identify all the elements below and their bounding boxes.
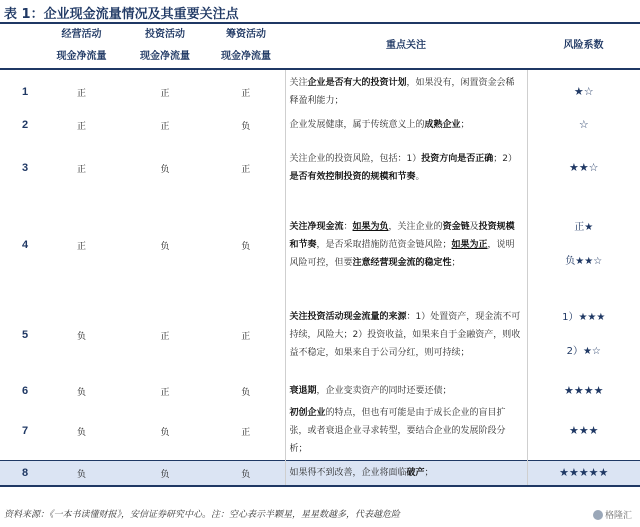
- focus-cell: [285, 402, 527, 461]
- risk-rating: ★★★: [568, 424, 599, 437]
- risk-cell: [527, 200, 640, 290]
- focus-emphasis: 破产: [406, 468, 425, 478]
- focus-cell: [285, 200, 527, 290]
- row-number: 6: [22, 385, 29, 397]
- focus-emphasis: 投资规模和节奏: [289, 222, 515, 250]
- focus-cell: [285, 461, 527, 487]
- table-body: [0, 69, 640, 486]
- operating-cell: 正: [76, 121, 86, 132]
- risk-rating: ★★★★: [564, 384, 604, 397]
- watermark-text: 格隆汇: [604, 511, 632, 521]
- table-row: [0, 136, 640, 200]
- focus-text: 。: [415, 172, 425, 182]
- financing-cell: 负: [241, 241, 251, 252]
- header-focus: 重点关注: [386, 40, 426, 51]
- focus-cell: [285, 136, 527, 200]
- investing-cell: 负: [160, 164, 170, 175]
- focus-cell: [285, 69, 527, 114]
- risk-rating: 负★★☆: [565, 256, 603, 267]
- investing-cell: 正: [160, 88, 170, 99]
- row-number: 4: [22, 239, 29, 251]
- row-number: 3: [22, 162, 29, 174]
- cash-flow-table: [0, 24, 640, 487]
- focus-cell: [285, 380, 527, 402]
- header-financing: [207, 24, 285, 69]
- focus-text: ；: [451, 258, 461, 268]
- row-number: 7: [22, 425, 29, 437]
- table-row: [0, 69, 640, 114]
- focus-text: ；: [460, 120, 470, 130]
- focus-text: ，如果没有，闲置资金会稀释盈利能力；: [289, 78, 515, 106]
- header-operating-line1: 经营活动: [61, 29, 102, 40]
- focus-emphasis: 关注投资活动现金流量的来源: [289, 312, 407, 322]
- header-investing: [123, 24, 207, 69]
- header-operating-line2: 现金净流量: [56, 51, 107, 62]
- operating-cell: 负: [76, 331, 86, 342]
- risk-cell: [527, 461, 640, 487]
- financing-cell: 正: [241, 88, 251, 99]
- financing-cell: 负: [207, 461, 285, 487]
- brand-logo-icon: [593, 510, 603, 520]
- row-number: 5: [22, 329, 29, 341]
- row-number: 1: [22, 86, 29, 98]
- focus-text: ，说明风险可控，但要: [289, 240, 515, 268]
- focus-emphasis: 投资方向是否正确: [421, 154, 494, 164]
- risk-cell: [527, 136, 640, 200]
- focus-text: ，企业变卖资产的同时还要还债；: [316, 386, 452, 396]
- focus-text: ：: [343, 222, 353, 232]
- investing-cell: 正: [160, 121, 170, 132]
- row-number: 2: [22, 119, 29, 131]
- investing-cell: 负: [160, 427, 170, 438]
- investing-cell: 正: [160, 331, 170, 342]
- risk-rating: ★★☆: [568, 161, 599, 174]
- risk-rating: 正★: [574, 222, 594, 233]
- operating-cell: 正: [76, 164, 86, 175]
- table-row: [0, 380, 640, 402]
- financing-cell: 正: [241, 331, 251, 342]
- risk-rating: 1）★★★: [562, 312, 606, 323]
- focus-underline: 如果为负: [352, 222, 389, 232]
- header-no: [0, 24, 40, 69]
- focus-emphasis: 资金链: [442, 222, 470, 232]
- focus-text: 的特点，但也有可能是由于成长企业的盲目扩张，或者衰退企业寻求转型，要结合企业的发展阶段分析；: [289, 408, 506, 454]
- focus-text: 如果得不到改善，企业将面临: [289, 468, 407, 478]
- header-financing-line2: 现金净流量: [221, 51, 271, 62]
- operating-cell: 负: [76, 427, 86, 438]
- operating-cell: 负: [40, 461, 123, 487]
- financing-cell: 负: [241, 387, 251, 398]
- header-investing-line1: 投资活动: [145, 29, 185, 40]
- watermark: [593, 508, 632, 521]
- financing-cell: 负: [241, 121, 251, 132]
- risk-cell: [527, 290, 640, 380]
- table-row-highlighted: [0, 461, 640, 487]
- header-financing-line1: 筹资活动: [226, 29, 266, 40]
- focus-text: ；: [424, 468, 434, 478]
- operating-cell: 正: [76, 88, 86, 99]
- investing-cell: 负: [123, 461, 207, 487]
- header-risk: 风险系数: [563, 40, 604, 51]
- focus-text: ，是否采取措施防范资金链风险；: [316, 240, 452, 250]
- operating-cell: 负: [76, 387, 86, 398]
- focus-emphasis: 企业是否有大的投资计划: [307, 78, 407, 88]
- table-row: [0, 402, 640, 461]
- focus-text: ；2）: [493, 154, 517, 164]
- table-row: [0, 200, 640, 290]
- financing-cell: 正: [241, 164, 251, 175]
- operating-cell: 正: [76, 241, 86, 252]
- focus-emphasis: 衰退期: [289, 386, 317, 396]
- focus-emphasis: 注意经营现金流的稳定性: [352, 258, 452, 268]
- focus-text: 关注: [289, 78, 308, 88]
- header-row: [0, 24, 640, 69]
- focus-cell: [285, 114, 527, 136]
- risk-rating: ★★★★★: [559, 466, 609, 479]
- focus-text: ：1）处置资产，现金流不可持续，风险大；2）投资收益，如果来自于金融资产，则收益不稳定，如果来自于公司分红，则可持续；: [289, 312, 521, 358]
- risk-cell: [527, 114, 640, 136]
- table-row: [0, 114, 640, 136]
- focus-emphasis: 关注净现金流: [289, 222, 344, 232]
- risk-cell: [527, 380, 640, 402]
- focus-emphasis: 初创企业: [289, 408, 326, 418]
- risk-cell: [527, 402, 640, 461]
- investing-cell: 负: [160, 241, 170, 252]
- header-operating: [40, 24, 123, 69]
- focus-cell: [285, 290, 527, 380]
- header-investing-line2: 现金净流量: [140, 51, 190, 62]
- focus-text: 及: [469, 222, 479, 232]
- financing-cell: 正: [241, 427, 251, 438]
- risk-rating: ☆: [578, 118, 589, 131]
- focus-text: 关注企业的投资风险，包括：1）: [289, 154, 422, 164]
- focus-text: ，关注企业的: [388, 222, 443, 232]
- source-note: 资料来源：《一本书读懂财报》，安信证券研究中心。注：空心表示半颗星，星星数越多，代表越危险: [4, 510, 401, 520]
- table-title: 表 1：企业现金流量情况及其重要关注点: [4, 7, 239, 22]
- risk-rating: ★☆: [573, 85, 594, 98]
- investing-cell: 正: [160, 387, 170, 398]
- focus-text: 企业发展健康，属于传统意义上的: [289, 120, 425, 130]
- row-number: 8: [0, 461, 40, 487]
- focus-emphasis: 是否有效控制投资的规模和节奏: [289, 172, 416, 182]
- focus-emphasis: 成熟企业: [424, 120, 461, 130]
- risk-rating: 2）★☆: [566, 346, 601, 357]
- risk-cell: [527, 69, 640, 114]
- focus-underline: 如果为正: [451, 240, 488, 250]
- table-row: [0, 290, 640, 380]
